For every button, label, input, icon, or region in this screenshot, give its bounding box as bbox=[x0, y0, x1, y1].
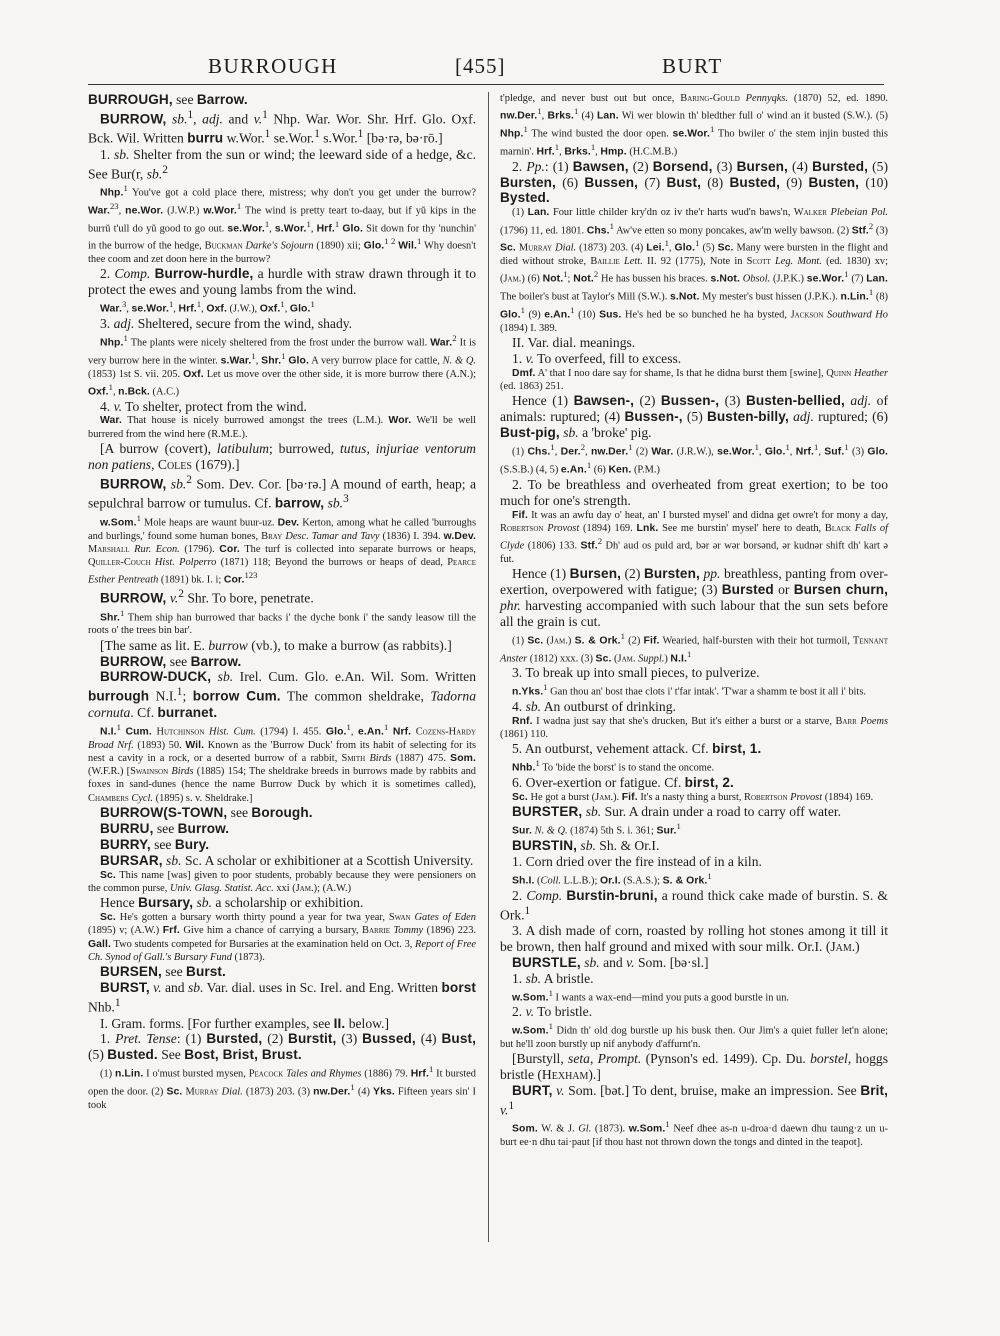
citation-paragraph: Nhp.$^1$ The plants were nicely sheltered from the frost under the burrow wall. War.$^2$ It is very burrow here in the winter. s.War.$^1$, Shr.$^1$ Glo. A very burrow place for cattle, N. & Q. (1853) 1st S. vii. 205. Oxf. Let us move over the other side, it is more burrow there (A.N.); Oxf.$^1$, n.Bck. (A.C.) bbox=[88, 332, 476, 398]
entry-paragraph: 3. adj. Sheltered, secure from the wind, shady. bbox=[100, 316, 353, 332]
entry-paragraph: BURST, v. and sb. Var. dial. uses in Sc. Irel. and Eng. Written borst Nhb.$^1$ bbox=[88, 980, 476, 1015]
citation-paragraph: (1) n.Lin. I o'must bursted mysen, Peacock Tales and Rhymes (1886) 79. Hrf.$^1$ It bursted open the door. (2) Sc. Murray Dial. (1873) 203. (3) nw.Der.$^1$ (4) Yks. Fifteen years sin' I took bbox=[88, 1064, 477, 1111]
entry-paragraph: 2. Comp. Burstin-bruni, a round thick cake made of burstin. S. & Ork.$^1$ bbox=[500, 887, 888, 923]
citation-paragraph: Sh.I. (Coll. L.L.B.); Or.I. (S.A.S.); S. & Ork.$^1$ bbox=[512, 870, 712, 887]
citation-paragraph: Rnf. I wadna just say that she's drucken, But it's either a burst or a starve, Barr Poems (1861) 110. bbox=[500, 715, 888, 741]
left-catchword: BURROUGH bbox=[208, 54, 338, 78]
entry-paragraph: BURRY, see Bury. bbox=[100, 836, 210, 852]
entry-paragraph: 1. Corn dried over the fire instead of in a kiln. bbox=[512, 853, 762, 869]
right-catchword: BURT bbox=[662, 54, 723, 78]
citation-paragraph: (1) Lan. Four little childer kry'dn oz iv the'r harts wud'n baws'n, Walker Plebeian Pol. (1796) 11, ed. 1801. Chs.$^1$ Aw've etten so mony poncakes, aw'm welly bawson. (2) Stf.$^2$ (3) Sc. Murray Dial. (1873) 203. (4) Lei.$^1$, Glo.$^1$ (5) Sc. Many were bursten in the flight and died without stroke, Baillie Lett. II. 92 (1775), Note in Scott Leg. Mont. (ed. 1830) xv; (Jam.) (6) Not.$^1$; Not.$^2$ He has bussen his braces. s.Not. Obsol. (J.P.K.) se.Wor.$^1$ (7) Lan. The boiler's bust at Taylor's Mill (S.W.). s.Not. My mester's bust hissen (J.P.K.). n.Lin.$^1$ (8) Glo.$^1$ (9) e.An.$^1$ (10) Sus. He's hed be so bunched he ha bysted, Jackson Southward Ho (1894) I. 389. bbox=[500, 207, 889, 334]
citation-paragraph: w.Som.$^1$ Didn th' old dog burstle up his busk then. Our Jim's a quiet fuller let'n alone; but he'll zoon burstly up nif anybody d'affurnt'n. bbox=[500, 1021, 888, 1051]
entry-paragraph: 1. v. To overfeed, fill to excess. bbox=[512, 350, 682, 366]
citation-paragraph: t'pledge, and never bust out but once, Baring-Gould Pennyqks. (1870) 52, ed. 1890. nw.Der.$^1$, Brks.$^1$ (4) Lan. Wi wer blowin th' bledther full o' wind an it busted (S.W.). (5) Nhp.$^1$ The wind busted the door open. se.Wor.$^1$ Tho bwiler o' the stem injin busted this marnin'. Hrf.$^1$, Brks.$^1$, Hmp. (H.C.M.B.) bbox=[500, 93, 889, 158]
citation-paragraph: Som. W. & J. Gl. (1873). w.Som.$^1$ Neef dhee as-n u-droa·d daewn dhu taung·z un u-burt ee·n dhu tai·paut [if thou hast not thrown down the tongs and dinted in the teapot]. bbox=[500, 1119, 888, 1149]
entry-paragraph: 2. v. To bristle. bbox=[512, 1004, 593, 1020]
entry-paragraph: Hence Bursary, sb. a scholarship or exhibition. bbox=[100, 895, 364, 911]
citation-paragraph: Nhb.$^1$ To 'bide the borst' is to stand the oncome. bbox=[512, 758, 715, 774]
citation-paragraph: Dmf. A' that I noo dare say for shame, Is that he didna burst them [swine], Quinn Heather (ed. 1863) 251. bbox=[500, 367, 888, 393]
citation-paragraph: (1) Chs.$^1$, Der.$^2$, nw.Der.$^1$ (2) War. (J.R.W.), se.Wor.$^1$, Glo.$^1$, Nrf.$^1$, Suf.$^1$ (3) Glo. (S.S.B.) (4, 5) e.An.$^1$ (6) Ken. (P.M.) bbox=[500, 442, 889, 476]
entry-paragraph: 2. Pp.: (1) Bawsen, (2) Borsend, (3) Bursen, (4) Bursted, (5) Bursten, (6) Bussen, (7) Bust, (8) Busted, (9) Busten, (10) Bysted. bbox=[500, 158, 889, 206]
page-number: [455] bbox=[455, 54, 506, 78]
header-rule bbox=[88, 84, 884, 85]
citation-paragraph: Nhp.$^1$ You've got a cold place there, mistress; why don't you get under the burrow? War.$^{23}$, ne.Wor. (J.W.P.) w.Wor.$^1$ The wind is pretty teart to-daay, but if yŭ kips in the burrŭ t'ull do yŭ good to go out. se.Wor.$^1$, s.Wor.$^1$, Hrf.$^1$ Glo. Sit down for thy 'nunchin' in the burrow of the hedge, Buckman Darke's Sojourn (1890) xii; Glo.$^{1 2}$ Wil.$^1$ Why doesn't thee coom and zet doon here in the burrow? bbox=[88, 183, 477, 266]
entry-paragraph: 3. To break up into small pieces, to pulverize. bbox=[512, 665, 760, 681]
entry-paragraph: 1. sb. Shelter from the sun or wind; the leeward side of a hedge, &c. See Bur(r, sb.$^2$ bbox=[88, 146, 477, 182]
entry-paragraph: I. Gram. forms. [For further examples, see II. below.] bbox=[100, 1015, 389, 1031]
citation-paragraph: w.Som.$^1$ I wants a wax-end—mind you puts a good burstle in un. bbox=[512, 987, 789, 1004]
entry-paragraph: BURSAR, sb. Sc. A scholar or exhibitioner at a Scottish University. bbox=[100, 852, 474, 868]
entry-paragraph: 1. Pret. Tense: (1) Bursted, (2) Burstit, (3) Bussed, (4) Bust, (5) Busted. See Bost, Brist, Brust. bbox=[88, 1031, 476, 1063]
entry-paragraph: BURSTLE, sb. and v. Som. [bə·sl.] bbox=[512, 954, 709, 970]
entry-paragraph: BURROW, sb.$^2$ Som. Dev. Cor. [bə·rə.] A mound of earth, heap; a sepulchral barrow or tumulus. Cf. barrow, sb.$^3$ bbox=[88, 473, 476, 511]
left-column bbox=[88, 92, 476, 1112]
entry-paragraph: BURROW(S-TOWN, see Borough. bbox=[100, 804, 313, 820]
citation-paragraph: Sc. This name [was] given to poor students, probably because they were pensioners on the common purse, Univ. Glasg. Statist. Acc. xxi (Jam.); (A.W.) bbox=[88, 869, 476, 894]
citation-paragraph: War.$^3$, se.Wor.$^1$, Hrf.$^1$, Oxf. (J.W.), Oxf.$^1$, Glo.$^1$ bbox=[100, 299, 315, 315]
entry-paragraph: 4. sb. An outburst of drinking. bbox=[512, 698, 676, 714]
entry-paragraph: 1. sb. A bristle. bbox=[512, 970, 594, 986]
citation-paragraph: Shr.$^1$ Them ship han burrowed thar backs i' the dyche bonk i' the sandy leasow till the roots o' the trees bin bar'. bbox=[88, 607, 476, 637]
citation-paragraph: Fif. It was an awfu day o' heat, an' I bursted mysel' and didna get owre't for mony a day, Robertson Provost (1894) 169. Lnk. See me burstin' mysel' here to death, Black Falls of Clyde (1806) 133. Stf.$^2$ Dh' aud os puld ard, bər ər wər borsənd, ər kudnər shift dh' kart ə fut. bbox=[500, 509, 889, 565]
entry-paragraph: 4. v. To shelter, protect from the wind. bbox=[100, 398, 307, 414]
citation-paragraph: Sc. He got a burst (Jam.). Fif. It's a nasty thing a burst, Robertson Provost (1894) 169. bbox=[512, 792, 874, 804]
entry-paragraph: BURROW-DUCK, sb. Irel. Cum. Glo. e.An. Wil. Som. Written burrough N.I.$^1$; borrow Cum. The common sheldrake, Tadorna cornuta. Cf. burranet. bbox=[88, 669, 476, 720]
entry-paragraph: 2. Comp. Burrow-hurdle, a hurdle with straw drawn through it to protect the ewes and young lambs from the wind. bbox=[88, 266, 476, 298]
entry-paragraph: [Burstyll, seta, Prompt. (Pynson's ed. 1499). Cp. Du. borstel, hoggs bristle (Hexham).] bbox=[500, 1051, 889, 1083]
entry-paragraph: Hence (1) Bawsen-, (2) Bussen-, (3) Busten-bellied, adj. of animals: ruptured; (4) Bussen-, (5) Busten-billy, adj. ruptured; (6) Bust-pig, sb. a 'broke' pig. bbox=[500, 393, 888, 441]
page-header bbox=[0, 50, 1000, 84]
entry-paragraph: 3. A dish made of corn, roasted by rolling hot stones among it till it be brown, then half ground and mixed with sour milk. Or.I. (Jam.) bbox=[500, 922, 888, 954]
entry-paragraph: II. Var. dial. meanings. bbox=[512, 335, 636, 351]
entry-paragraph: [A burrow (covert), latibulum; burrowed, tutus, injuriae ventorum non patiens, Coles (1679).] bbox=[88, 441, 476, 472]
entry-paragraph: BURROW, v.$^2$ Shr. To bore, penetrate. bbox=[100, 588, 314, 606]
citation-paragraph: Sur. N. & Q. (1874) 5th S. i. 361; Sur.$^1$ bbox=[512, 821, 681, 837]
entry-paragraph: BURROUGH, see Barrow. bbox=[88, 92, 248, 107]
entry-paragraph: BURRU, see Burrow. bbox=[100, 820, 230, 836]
entry-paragraph: BURROW, sb.$^1$, adj. and v.$^1$ Nhp. War. Wor. Shr. Hrf. Glo. Oxf. Bck. Wil. Written burru w.Wor.$^1$ se.Wor.$^1$ s.Wor.$^1$ [bə·rə, bə·rō.] bbox=[88, 108, 477, 146]
entry-paragraph: Hence (1) Bursen, (2) Bursten, pp. breathless, panting from over-exertion, overpowered with fatigue; (3) Bursted or Bursen churn, phr. harvesting accompanied with such labour that the sun sets before all the grain is cut. bbox=[500, 566, 889, 629]
entry-paragraph: 2. To be breathless and overheated from great exertion; to be too much for one's strength. bbox=[500, 476, 888, 508]
citation-paragraph: Sc. He's gotten a bursary worth thirty pound a year for twa year, Swan Gates of Eden (1895) v; (A.W.) Frf. Give him a chance of carrying a bursary, Barrie Tommy (1896) 223. Gall. Two students competed for Bursaries at the examination held on Oct. 3, Report of Free Ch. Synod of Gall.'s Bursary Fund (1873). bbox=[88, 912, 476, 963]
entry-paragraph: BURSEN, see Burst. bbox=[100, 964, 226, 980]
entry-paragraph: BURROW, see Barrow. bbox=[100, 653, 242, 669]
entry-paragraph: 5. An outburst, vehement attack. Cf. birst, 1. bbox=[512, 741, 762, 757]
entry-paragraph: 6. Over-exertion or fatigue. Cf. birst, 2. bbox=[512, 775, 734, 791]
citation-paragraph: n.Yks.$^1$ Gan thou an' bost thae clots i' t'far intak'. 'T'war a shamm te bost it all i' bits. bbox=[512, 682, 866, 698]
entry-paragraph: [The same as lit. E. burrow (vb.), to make a burrow (as rabbits).] bbox=[100, 637, 452, 653]
citation-paragraph: w.Som.$^1$ Mole heaps are waunt buur-uz. Dev. Kerton, among what he called 'burroughs and burlings,' found some human bones, Bray Desc. Tamar and Tavy (1836) I. 394. w.Dev. Marshall Rur. Econ. (1796). Cor. The turf is collected into separate burrows or heaps, Quiller-Couch Hist. Polperro (1871) 118; Beyond the burrows or heaps of dead, Pearce Esther Pentreath (1891) bk. I. i; Cor.$^{123}$ bbox=[88, 512, 476, 586]
citation-paragraph: (1) Sc. (Jam.) S. & Ork.$^1$ (2) Fif. Wearied, half-bursten with their hot turmoil, Tennant Anster (1812) xxx. (3) Sc. (Jam. Suppl.) N.I.$^1$ bbox=[500, 630, 888, 665]
citation-paragraph: War. That house is nicely burrowed amongst the trees (L.M.). Wor. We'll be well burrered from the wind here (R.M.E.). bbox=[88, 415, 476, 440]
entry-paragraph: BURSTIN, sb. Sh. & Or.I. bbox=[512, 838, 660, 854]
column-divider bbox=[488, 92, 489, 1242]
entry-paragraph: BURT, v. Som. [bət.] To dent, bruise, make an impression. See Brit, v.$^1$ bbox=[500, 1083, 888, 1118]
citation-paragraph: N.I.$^1$ Cum. Hutchinson Hist. Cum. (1794) I. 455. Glo.$^1$, e.An.$^1$ Nrf. Cozens-Hardy Broad Nrf. (1893) 50. Wil. Known as the 'Burrow Duck' from its habit of selecting for its nest a cavity in a rock, or a deserted burrow of a rabbit, Smith Birds (1887) 475. Som. (W.F.R.) [Swainson Birds (1885) 154; The sheldrake breeds in burrows made by rabbits and foxes in sand-dunes (hence the name Burrow Duck by which it is sometimes called), Chambers Cycl. (1895) s. v. Sheldrake.] bbox=[88, 721, 477, 804]
entry-paragraph: BURSTER, sb. Sur. A drain under a road to carry off water. bbox=[512, 804, 842, 820]
right-column bbox=[500, 92, 888, 1150]
